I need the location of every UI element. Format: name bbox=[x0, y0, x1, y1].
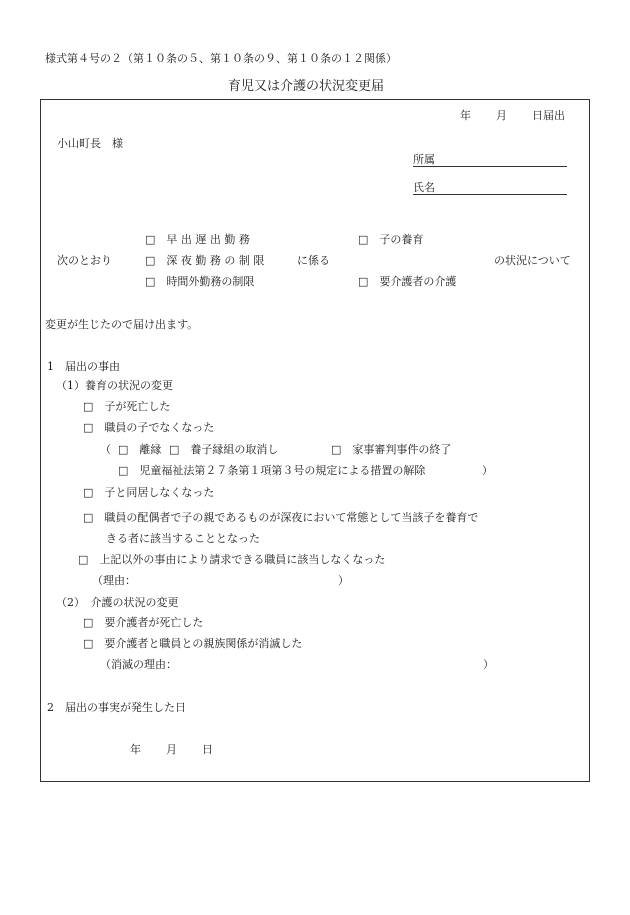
option-early-late-shift[interactable]: □ 早 出 遅 出 勤 務 bbox=[145, 233, 250, 246]
checkbox-relation-ended[interactable]: □ 要介護者と職員との親族関係が消滅した bbox=[83, 637, 303, 650]
subject-prefix: 次のとおり bbox=[57, 254, 112, 267]
option-overtime-limit[interactable]: □ 時間外勤務の制限 bbox=[145, 275, 255, 288]
reason-close: ） bbox=[338, 574, 349, 587]
option-nursing-care[interactable]: □ 要介護者の介護 bbox=[358, 275, 457, 288]
section1-sub1-heading: （1）養育の状況の変更 bbox=[56, 379, 173, 392]
month-label: 月 bbox=[496, 109, 507, 122]
paren-open: （ bbox=[100, 443, 111, 456]
checkbox-family-court[interactable]: □ 家事審判事件の終了 bbox=[331, 443, 452, 456]
name-field[interactable] bbox=[413, 194, 567, 195]
ended-reason-label: （消滅の理由： bbox=[100, 658, 177, 671]
section2-heading: 2 届出の事実が発生した日 bbox=[47, 701, 186, 714]
occurrence-day-label: 日 bbox=[202, 743, 213, 756]
occurrence-month-label: 月 bbox=[166, 743, 177, 756]
checkbox-divorce[interactable]: □ 離縁 bbox=[118, 443, 162, 456]
addressee: 小山町長 様 bbox=[57, 137, 123, 150]
checkbox-adoption-cancel[interactable]: □ 養子縁組の取消し bbox=[169, 443, 279, 456]
spouse-caregiver-continued: きる者に該当することとなった bbox=[106, 532, 260, 545]
subject-suffix: の状況について bbox=[494, 254, 571, 267]
checkbox-not-living[interactable]: □ 子と同居しなくなった bbox=[83, 486, 215, 499]
checkbox-no-longer-child[interactable]: □ 職員の子でなくなった bbox=[83, 421, 215, 434]
form-frame bbox=[40, 99, 590, 782]
year-label: 年 bbox=[460, 109, 471, 122]
statement: 変更が生じたので届け出ます。 bbox=[45, 318, 199, 331]
checkbox-other-reason[interactable]: □ 上記以外の事由により請求できる職員に該当しなくなった bbox=[78, 553, 386, 566]
checkbox-spouse-caregiver[interactable]: □ 職員の配偶者で子の親であるものが深夜において常態として当該子を養育で bbox=[83, 511, 479, 524]
option-night-work-limit[interactable]: □ 深 夜 勤 務 の 制 限 bbox=[145, 254, 265, 267]
checkbox-child-died[interactable]: □ 子が死亡した bbox=[83, 400, 171, 413]
occurrence-year-label: 年 bbox=[130, 743, 141, 756]
subject-relation: に係る bbox=[297, 254, 330, 267]
name-label: 氏名 bbox=[413, 181, 435, 194]
form-number: 様式第４号の２（第１０条の５、第１０条の９、第１０条の１２関係） bbox=[45, 52, 397, 65]
section1-heading: 1 届出の事由 bbox=[47, 360, 120, 373]
checkbox-care-died[interactable]: □ 要介護者が死亡した bbox=[83, 616, 204, 629]
affiliation-label: 所属 bbox=[413, 153, 435, 166]
section1-sub2-heading: （2） 介護の状況の変更 bbox=[56, 596, 179, 609]
affiliation-field[interactable] bbox=[413, 166, 567, 167]
paren-close: ） bbox=[482, 464, 493, 477]
reason-label: （理由： bbox=[92, 574, 136, 587]
form-title: 育児又は介護の状況変更届 bbox=[228, 79, 385, 94]
ended-reason-close: ） bbox=[483, 658, 494, 671]
option-child-care[interactable]: □ 子の養育 bbox=[358, 233, 424, 246]
checkbox-welfare-measure[interactable]: □ 児童福祉法第２７条第１項第３号の規定による措置の解除 bbox=[118, 464, 426, 477]
day-submitted-label: 日届出 bbox=[532, 109, 565, 122]
